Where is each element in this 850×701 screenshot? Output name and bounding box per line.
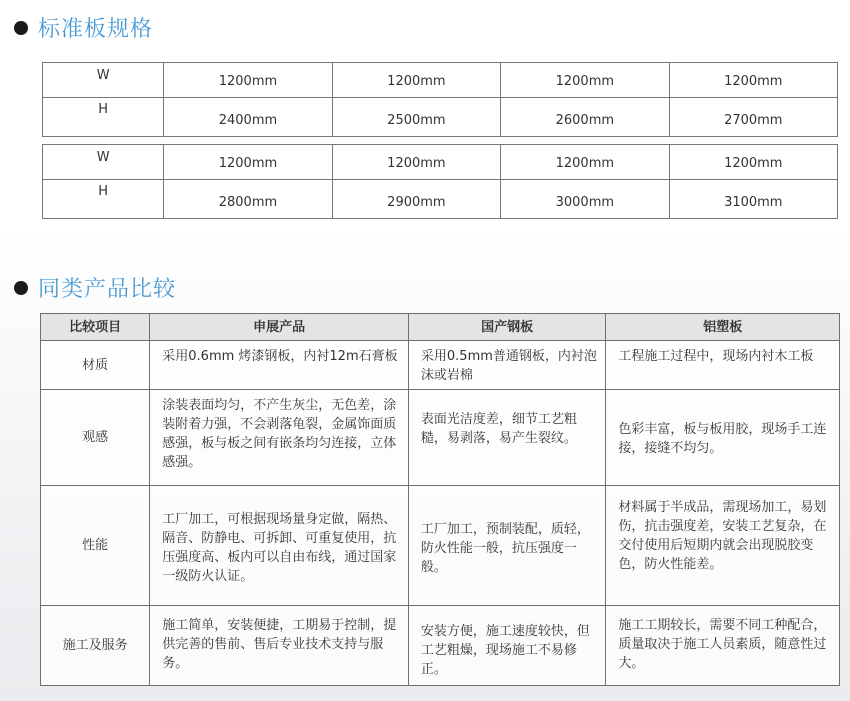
table-row	[41, 606, 840, 686]
section-title-text: 同类产品比较	[38, 277, 177, 302]
header-compare-item: 比较项目	[41, 314, 150, 341]
comparison-header-row	[41, 314, 840, 341]
table-cell: 安装方便，施工速度较快，但工艺粗燥，现场施工不易修正。	[408, 606, 605, 686]
table-cell: 材料属于半成品，需现场加工，易划伤，抗击强度差，安装工艺复杂，在交付使用后短期内就会出现脱胶变色，防火性能差。	[606, 486, 840, 606]
table-cell: 施工工期较长，需要不同工种配合，质量取决于施工人员素质，随意性过大。	[606, 606, 840, 686]
header-shenzhan: 申展产品	[150, 314, 409, 341]
table-cell: 色彩丰富，板与板用胶，现场手工连接，接缝不均匀。	[606, 390, 840, 486]
section-title-text: 标准板规格	[38, 17, 154, 42]
table-cell: 工厂加工，可根据现场量身定做，隔热、隔音、防静电、可拆卸、可重复使用，抗压强度高、板内可以自由布线，通过国家一级防火认证。	[150, 486, 409, 606]
spec-label-h: H	[43, 180, 164, 219]
spec-row-height	[43, 180, 838, 219]
spec-label-w: W	[43, 63, 164, 98]
bullet-icon	[14, 281, 28, 295]
spec-cell: 1200mm	[501, 145, 669, 180]
table-cell: 工厂加工，预制装配，质轻，防火性能一般，抗压强度一般。	[408, 486, 605, 606]
comparison-table	[40, 313, 840, 686]
section-title-standard	[14, 12, 153, 43]
spec-table-2	[42, 144, 838, 219]
spec-row-width	[43, 145, 838, 180]
section-title-compare	[14, 272, 176, 303]
spec-row-width	[43, 63, 838, 98]
row-label-appearance: 观感	[41, 390, 150, 486]
spec-cell: 2500mm	[332, 98, 500, 137]
spec-cell: 3100mm	[669, 180, 837, 219]
spec-table-1	[42, 62, 838, 137]
table-cell: 工程施工过程中，现场内衬木工板	[606, 341, 840, 390]
row-label-construction-service: 施工及服务	[41, 606, 150, 686]
table-cell: 采用0.5mm普通钢板，内衬泡沫或岩棉	[408, 341, 605, 390]
spec-cell: 1200mm	[164, 145, 332, 180]
spec-cell: 2900mm	[332, 180, 500, 219]
table-cell: 表面光洁度差，细节工艺粗糙，易剥落，易产生裂纹。	[408, 390, 605, 486]
spec-cell: 1200mm	[332, 63, 500, 98]
table-cell: 采用0.6mm 烤漆钢板，内衬12m石膏板	[150, 341, 409, 390]
spec-cell: 1200mm	[164, 63, 332, 98]
table-row	[41, 341, 840, 390]
table-cell: 施工简单，安装便捷，工期易于控制，提供完善的售前、售后专业技术支持与服务。	[150, 606, 409, 686]
table-row	[41, 390, 840, 486]
spec-row-height	[43, 98, 838, 137]
spec-cell: 1200mm	[669, 63, 837, 98]
row-label-performance: 性能	[41, 486, 150, 606]
spec-cell: 1200mm	[669, 145, 837, 180]
spec-cell: 2600mm	[501, 98, 669, 137]
header-domestic-steel: 国产钢板	[408, 314, 605, 341]
spec-cell: 2700mm	[669, 98, 837, 137]
spec-cell: 2400mm	[164, 98, 332, 137]
bullet-icon	[14, 21, 28, 35]
spec-cell: 1200mm	[501, 63, 669, 98]
spec-label-w: W	[43, 145, 164, 180]
row-label-material: 材质	[41, 341, 150, 390]
spec-cell: 1200mm	[332, 145, 500, 180]
spec-cell: 3000mm	[501, 180, 669, 219]
header-aluminum-plastic: 铝塑板	[606, 314, 840, 341]
spec-label-h: H	[43, 98, 164, 137]
table-row	[41, 486, 840, 606]
spec-cell: 2800mm	[164, 180, 332, 219]
table-cell: 涂装表面均匀，不产生灰尘，无色差，涂装附着力强，不会剥落龟裂，金属饰面质感强，板与板之间有嵌条均匀连接，立体感强。	[150, 390, 409, 486]
